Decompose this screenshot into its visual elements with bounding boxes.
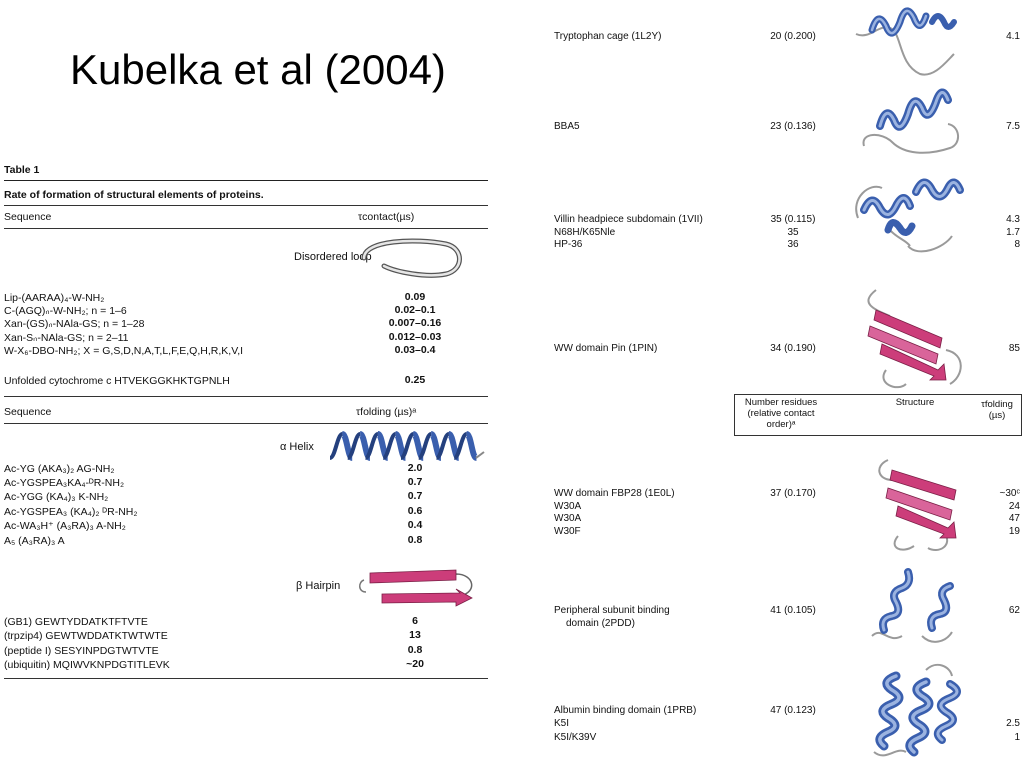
protein-name: WW domain FBP28 (1E0L) bbox=[554, 488, 675, 499]
table-row-value: 0.8 bbox=[407, 644, 423, 656]
loop-label: Disordered loop bbox=[294, 251, 372, 263]
protein-name: BBA5 bbox=[554, 121, 580, 132]
protein-tau: 4.1 bbox=[1006, 31, 1020, 42]
table-row-value: 0.09 bbox=[404, 291, 426, 303]
protein-name: HP-36 bbox=[554, 239, 583, 250]
table-row-sequence: (trpzip4) GEWTWDDATKTWTWTE bbox=[4, 630, 168, 642]
protein-name: Peripheral subunit binding bbox=[554, 605, 670, 616]
protein-tau: 85 bbox=[1008, 343, 1020, 354]
table-row-value: 0.6 bbox=[407, 505, 423, 517]
protein-tau: 8 bbox=[1014, 239, 1020, 250]
table-row-value: 0.7 bbox=[407, 490, 423, 502]
protein-name: K5I/K39V bbox=[554, 732, 597, 743]
protein-tau: 4.3 bbox=[1006, 214, 1020, 225]
helix-illustration bbox=[322, 430, 482, 464]
protein-tau: ~30ᶜ bbox=[999, 488, 1020, 499]
protein-tau: 1.7 bbox=[1006, 227, 1020, 238]
protein-tau: 47 bbox=[1008, 513, 1020, 524]
protein-table-header bbox=[734, 394, 1022, 436]
protein-name: N68H/K65Nle bbox=[554, 227, 616, 238]
hairpin-illustration bbox=[356, 566, 482, 608]
cytochrome-row-value: 0.25 bbox=[404, 374, 426, 386]
helix-label: α Helix bbox=[280, 441, 314, 453]
table-label: Table 1 bbox=[4, 164, 40, 176]
structure-ww-pin bbox=[846, 280, 976, 396]
structure-ww-fbp28 bbox=[858, 436, 984, 556]
table-row-sequence: (peptide I) SESYINPDGTWTVTE bbox=[4, 645, 159, 657]
table-row-value: 0.8 bbox=[407, 534, 423, 546]
table-row-sequence: (GB1) GEWTYDDATKTFTVTE bbox=[4, 616, 148, 628]
protein-name: Albumin binding domain (1PRB) bbox=[554, 705, 697, 716]
protein-name: Villin headpiece subdomain (1VII) bbox=[554, 214, 703, 225]
protein-tau: 24 bbox=[1008, 501, 1020, 512]
structure-villin bbox=[848, 168, 972, 258]
loop-illustration bbox=[356, 236, 466, 282]
table-rule bbox=[4, 205, 488, 206]
structure-bba5 bbox=[852, 96, 968, 162]
table-row-sequence: W-X₆-DBO-NH₂; X = G,S,D,N,A,T,L,F,E,Q,H,R,K,V,I bbox=[4, 345, 244, 357]
cytochrome-row-sequence: Unfolded cytochrome c HTVEKGGKHKTGPNLH bbox=[4, 375, 230, 387]
table-row-sequence: Ac-YGSPEA₃KA₄-ᴰR-NH₂ bbox=[4, 477, 125, 489]
structure-albumin-binding bbox=[866, 656, 966, 766]
header-tau: τfolding (µs) bbox=[981, 399, 1013, 421]
protein-tau: 2.5 bbox=[1006, 718, 1020, 729]
contact-header-tau: τcontact(µs) bbox=[358, 211, 415, 223]
protein-name: WW domain Pin (1PIN) bbox=[554, 343, 658, 354]
helix-turn-back bbox=[330, 434, 342, 458]
table-row-value: 0.012–0.03 bbox=[388, 331, 442, 343]
protein-residues: 23 (0.136) bbox=[770, 121, 816, 132]
table-row-sequence: Ac-YGSPEA₃ (KA₄)₂ ᴰR-NH₂ bbox=[4, 506, 138, 518]
table-rule bbox=[4, 180, 488, 181]
table-row-value: 0.4 bbox=[407, 519, 423, 531]
table-row-sequence: Xan-Sₙ-NAla-GS; n = 2–11 bbox=[4, 332, 129, 344]
table-row-value: 0.03–0.4 bbox=[394, 344, 436, 356]
folding-header-sequence: Sequence bbox=[4, 406, 52, 418]
table-row-value: 0.02–0.1 bbox=[394, 304, 436, 316]
table-row-value: 0.7 bbox=[407, 476, 423, 488]
contact-header-sequence: Sequence bbox=[4, 211, 52, 223]
table-rule bbox=[4, 228, 488, 229]
table-row-sequence: Lip-(AARAA)₄-W-NH₂ bbox=[4, 292, 105, 304]
protein-residues: 41 (0.105) bbox=[770, 605, 816, 616]
protein-name: W30F bbox=[554, 526, 581, 537]
protein-tau: 7.5 bbox=[1006, 121, 1020, 132]
protein-residues: 35 bbox=[787, 227, 799, 238]
protein-residues: 34 (0.190) bbox=[770, 343, 816, 354]
table-row-value: 13 bbox=[409, 629, 421, 641]
table-row-sequence: (ubiquitin) MQIWVKNPDGTITLEVK bbox=[4, 659, 170, 671]
table-row-value: 2.0 bbox=[407, 462, 423, 474]
hairpin-label: β Hairpin bbox=[296, 580, 341, 592]
table-row-sequence: A₅ (A₃RA)₃ A bbox=[4, 535, 65, 547]
table-rule bbox=[4, 423, 488, 424]
table-row-value: ~20 bbox=[406, 658, 424, 670]
structure-trp-cage bbox=[850, 4, 970, 80]
table-row-sequence: Ac-YG (AKA₃)₂ AG-NH₂ bbox=[4, 463, 115, 475]
table-row-sequence: C-(AGQ)ₙ-W-NH₂; n = 1–6 bbox=[4, 305, 127, 317]
protein-name: K5I bbox=[554, 718, 570, 729]
table-rule bbox=[4, 678, 488, 679]
protein-name: W30A bbox=[554, 513, 582, 524]
protein-name: domain (2PDD) bbox=[566, 618, 635, 629]
protein-residues: 47 (0.123) bbox=[770, 705, 816, 716]
folding-header-tau: τfolding (µs)ᵃ bbox=[356, 406, 417, 418]
table-row-value: 6 bbox=[412, 615, 418, 627]
slide-title: Kubelka et al (2004) bbox=[70, 46, 446, 93]
protein-name: W30A bbox=[554, 501, 582, 512]
table-row-sequence: Xan-(GS)ₙ-NAla-GS; n = 1–28 bbox=[4, 318, 145, 330]
structure-psbd bbox=[862, 566, 978, 650]
header-residues: Number residues (relative contact order)ᵃ bbox=[744, 397, 818, 430]
helix-turn-front bbox=[467, 434, 477, 458]
protein-residues: 20 (0.200) bbox=[770, 31, 816, 42]
table-caption: Rate of formation of structural elements of proteins. bbox=[4, 189, 264, 201]
protein-residues: 36 bbox=[787, 239, 799, 250]
protein-residues: 35 (0.115) bbox=[770, 214, 816, 225]
table-row-value: 0.007–0.16 bbox=[388, 317, 442, 329]
table-row-sequence: Ac-WA₃H⁺ (A₃RA)₃ A-NH₂ bbox=[4, 520, 126, 532]
header-structure: Structure bbox=[895, 397, 935, 408]
protein-residues: 37 (0.170) bbox=[770, 488, 816, 499]
protein-tau: 62 bbox=[1008, 605, 1020, 616]
protein-tau: 1 bbox=[1014, 732, 1020, 743]
table-row-sequence: Ac-YGG (KA₄)₃ K-NH₂ bbox=[4, 491, 109, 503]
protein-name: Tryptophan cage (1L2Y) bbox=[554, 31, 662, 42]
protein-tau: 19 bbox=[1008, 526, 1020, 537]
table-rule bbox=[4, 396, 488, 397]
